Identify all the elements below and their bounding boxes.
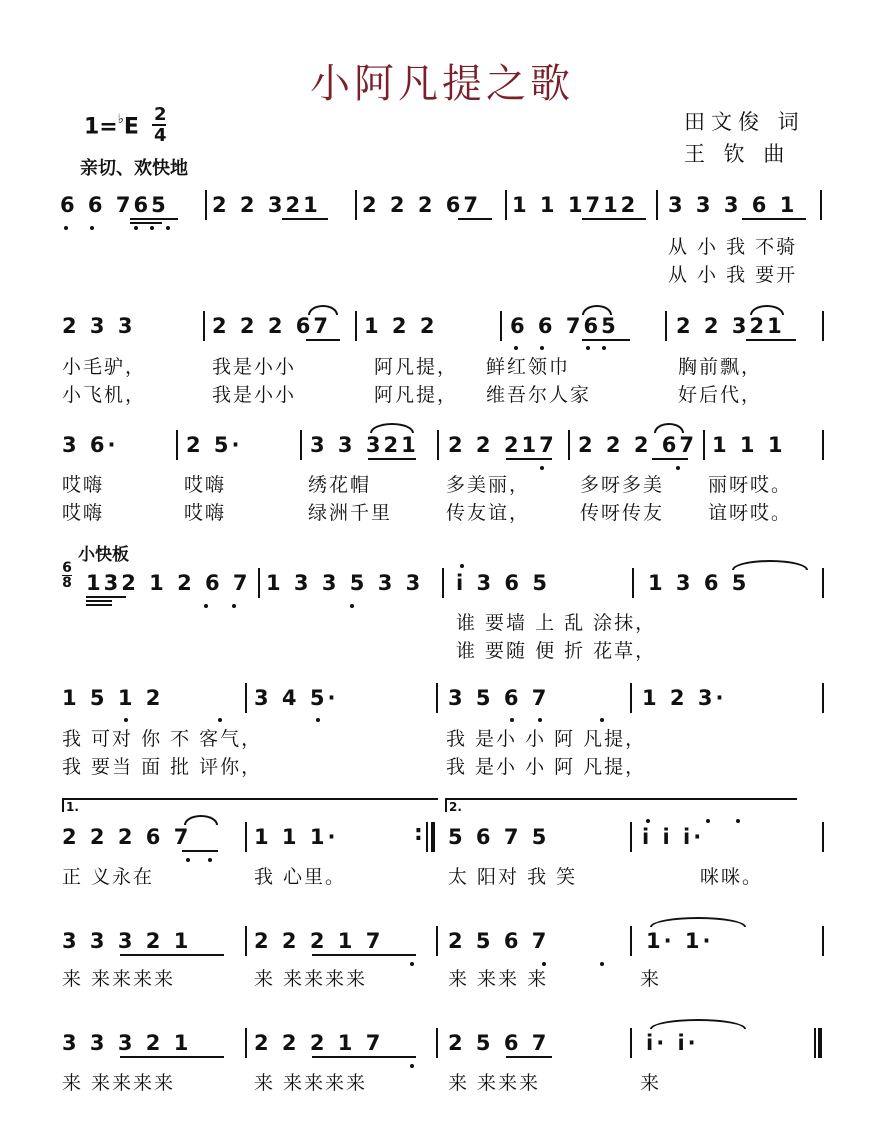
lyric: 从 小 我 不骑: [668, 236, 798, 258]
beam: [506, 458, 552, 460]
barline: [820, 190, 822, 220]
measure-13: 3 3 321: [310, 433, 419, 457]
beam: [306, 339, 340, 341]
measure-2: 2 2 321: [212, 193, 321, 217]
slur: [184, 815, 218, 825]
barline: [436, 1028, 438, 1058]
barline: [245, 683, 247, 713]
time-signature-change: [62, 561, 72, 590]
key-label: 1=: [84, 114, 118, 140]
beam: [86, 604, 112, 606]
tempo-mark-allegretto: 小快板: [78, 545, 129, 565]
time-signature-denominator: 4: [154, 125, 167, 146]
measure-28: i i i·: [642, 825, 705, 849]
lyric: 鲜红领巾: [486, 356, 571, 378]
beam: [506, 1056, 552, 1058]
barline: [258, 568, 260, 598]
measure-6: 2 3 3: [62, 314, 136, 338]
barline: [630, 822, 632, 852]
barline: [205, 190, 207, 220]
lyric: 来 来来来来: [62, 1072, 176, 1094]
low-dot: [124, 718, 128, 722]
lyric: 我 是小 小 阿 凡提，: [446, 756, 647, 778]
low-dot: [204, 604, 208, 608]
lyric: 我 可对 你 不 客气，: [62, 728, 263, 750]
lyric: 丽呀哎。: [708, 474, 793, 496]
volta-bracket-second: [445, 798, 797, 812]
beam: [746, 339, 796, 341]
low-dot: [600, 962, 604, 966]
measure-33: 3 3 3 2 1: [62, 1031, 192, 1055]
measure-8: 1 2 2: [364, 314, 438, 338]
lyric: 好后代，: [678, 384, 763, 406]
low-dot: [218, 718, 222, 722]
beam: [312, 954, 416, 956]
lyric: 谁 要墙 上 乱 涂抹，: [456, 612, 657, 634]
lyric: 绿洲千里: [308, 502, 393, 524]
slur: [732, 560, 808, 570]
measure-35: 2 5 6 7: [448, 1031, 550, 1055]
measure-4: 1 1 1712: [512, 193, 639, 217]
low-dot: [208, 858, 212, 862]
measure-23: 3 5 6 7: [448, 686, 550, 710]
beam: [130, 218, 178, 220]
lyric: 来 来来来来: [254, 968, 368, 990]
measure-32: 1· 1·: [646, 929, 714, 953]
barline: [355, 311, 357, 341]
measure-26: 1 1 1·: [254, 825, 339, 849]
lyric: 来 来来来: [448, 1072, 541, 1094]
barline: [436, 926, 438, 956]
barline: [245, 926, 247, 956]
repeat-barline-thin: [426, 822, 428, 852]
tie: [650, 917, 746, 927]
low-dot: [514, 346, 518, 350]
beam: [130, 222, 162, 224]
lyric: 太 阳对 我 笑: [448, 866, 578, 888]
barline: [355, 190, 357, 220]
measure-25: 2 2 2 6 7: [62, 825, 192, 849]
beam: [120, 1056, 224, 1058]
measure-12: 2 5·: [186, 433, 243, 457]
low-dot: [510, 718, 514, 722]
beam: [182, 850, 218, 852]
low-dot: [410, 962, 414, 966]
barline: [505, 190, 507, 220]
measure-3: 2 2 2 67: [362, 193, 481, 217]
measure-22: 3 4 5·: [254, 686, 339, 710]
low-dot: [586, 346, 590, 350]
lyric: 我 心里。: [254, 866, 347, 888]
beam: [652, 458, 688, 460]
measure-17: 132 1 2 6 7: [86, 571, 251, 595]
beam: [368, 458, 416, 460]
lyric: 从 小 我 要开: [668, 264, 798, 286]
slur: [370, 423, 414, 433]
lyric: 来 来来 来: [448, 968, 549, 990]
low-dot: [600, 718, 604, 722]
measure-21: 1 5 1 2: [62, 686, 164, 710]
lyric: 多美丽，: [446, 474, 531, 496]
slur: [308, 305, 338, 315]
low-dot: [350, 604, 354, 608]
lyric: 哎嗨: [184, 502, 227, 524]
measure-19: i 3 6 5: [456, 571, 550, 595]
measure-24: 1 2 3·: [642, 686, 727, 710]
slur: [654, 423, 684, 433]
measure-36: i· i·: [646, 1031, 699, 1055]
lyric: 绣花帽: [308, 474, 372, 496]
lyric: 阿凡提，: [374, 356, 459, 378]
slur: [750, 305, 784, 315]
barline: [703, 430, 705, 460]
measure-16: 1 1 1: [712, 433, 786, 457]
barline: [630, 1028, 632, 1058]
lyric: 来: [640, 968, 662, 990]
barline: [245, 822, 247, 852]
measure-34: 2 2 2 1 7: [254, 1031, 384, 1055]
low-dot: [602, 346, 606, 350]
lyric: 来 来来来来: [62, 968, 176, 990]
low-dot: [64, 226, 68, 230]
barline: [630, 683, 632, 713]
barline: [436, 683, 438, 713]
lyric: 我是小小: [212, 384, 297, 406]
measure-18: 1 3 3 5 3 3: [266, 571, 424, 595]
barline: [437, 430, 439, 460]
measure-5: 3 3 3 6 1: [668, 193, 798, 217]
measure-20: 1 3 6 5: [648, 571, 750, 595]
flat-sign: ♭: [117, 112, 124, 127]
beam: [582, 218, 646, 220]
final-barline-thin: [814, 1028, 816, 1058]
lyric: 哎嗨: [184, 474, 227, 496]
tie: [650, 1019, 746, 1029]
beam: [282, 218, 328, 220]
beam: [312, 1056, 416, 1058]
barline: [300, 430, 302, 460]
lyric: 维吾尔人家: [486, 384, 592, 406]
barline: [665, 311, 667, 341]
lyric: 哎嗨: [62, 474, 105, 496]
beam: [86, 596, 126, 598]
high-dot: [646, 819, 650, 823]
time-signature-numerator: 2: [154, 104, 167, 125]
barline: [822, 430, 824, 460]
measure-10: 2 2 321: [676, 314, 785, 338]
lyric: 咪咪。: [700, 866, 764, 888]
low-dot: [90, 226, 94, 230]
lyric: 传友谊，: [446, 502, 531, 524]
lyric: 传呀传友: [580, 502, 665, 524]
lyric: 我 是小 小 阿 凡提，: [446, 728, 647, 750]
lyric: 小毛驴，: [62, 356, 147, 378]
low-dot: [540, 346, 544, 350]
low-dot: [316, 718, 320, 722]
composer-credit: 王 钦 曲: [684, 142, 791, 166]
measure-14: 2 2 217: [448, 433, 557, 457]
repeat-dots: :: [414, 821, 423, 846]
lyric: 正 义永在: [62, 866, 155, 888]
beam: [120, 954, 224, 956]
beam: [458, 218, 492, 220]
beam: [582, 339, 630, 341]
lyric: 谁 要随 便 折 花草，: [456, 640, 657, 662]
barline: [656, 190, 658, 220]
lyric: 阿凡提，: [374, 384, 459, 406]
barline: [822, 926, 824, 956]
measure-1: 6 6 765: [60, 193, 169, 217]
final-barline-thick: [818, 1028, 822, 1058]
beam: [86, 600, 112, 602]
low-dot: [150, 226, 154, 230]
time-change-denominator: 8: [62, 575, 72, 591]
barline: [245, 1028, 247, 1058]
tempo-mark-opening: 亲切、欢快地: [80, 158, 188, 179]
lyricist-credit: 田文俊 词: [684, 110, 805, 134]
low-dot: [186, 858, 190, 862]
low-dot: [166, 226, 170, 230]
lyric: 我 要当 面 批 评你，: [62, 756, 263, 778]
beam: [742, 218, 806, 220]
volta-second-number: 2.: [449, 800, 462, 814]
low-dot: [676, 466, 680, 470]
measure-15: 2 2 2 67: [578, 433, 697, 457]
time-change-numerator: 6: [62, 560, 72, 576]
low-dot: [410, 1064, 414, 1068]
measure-11: 3 6·: [62, 433, 119, 457]
barline: [632, 568, 634, 598]
barline: [500, 311, 502, 341]
lyric: 谊呀哎。: [708, 502, 793, 524]
slur: [582, 305, 612, 315]
high-dot: [460, 564, 464, 568]
measure-27: 5 6 7 5: [448, 825, 550, 849]
repeat-barline-thick: [431, 822, 435, 852]
barline: [822, 568, 824, 598]
lyric: 小飞机，: [62, 384, 147, 406]
barline: [822, 311, 824, 341]
low-dot: [538, 718, 542, 722]
barline: [568, 430, 570, 460]
barline: [176, 430, 178, 460]
barline: [822, 683, 824, 713]
low-dot: [134, 226, 138, 230]
song-title: 小阿凡提之歌: [310, 61, 574, 107]
low-dot: [232, 604, 236, 608]
measure-7: 2 2 2 67: [212, 314, 331, 338]
measure-30: 2 2 2 1 7: [254, 929, 384, 953]
key-tonic: E: [123, 114, 139, 140]
high-dot: [706, 819, 710, 823]
measure-9: 6 6 765: [510, 314, 619, 338]
volta-first-number: 1.: [66, 800, 79, 814]
lyric: 我是小小: [212, 356, 297, 378]
key-signature: [84, 114, 139, 139]
measure-31: 2 5 6 7: [448, 929, 550, 953]
lyric: 来 来来来来: [254, 1072, 368, 1094]
lyric: 胸前飘，: [678, 356, 763, 378]
lyric: 来: [640, 1072, 662, 1094]
barline: [203, 311, 205, 341]
high-dot: [736, 819, 740, 823]
lyric: 多呀多美: [580, 474, 665, 496]
lyric: 哎嗨: [62, 502, 105, 524]
volta-bracket-first: [62, 798, 438, 812]
low-dot: [540, 466, 544, 470]
barline: [442, 568, 444, 598]
barline: [822, 822, 824, 852]
barline: [630, 926, 632, 956]
measure-29: 3 3 3 2 1: [62, 929, 192, 953]
